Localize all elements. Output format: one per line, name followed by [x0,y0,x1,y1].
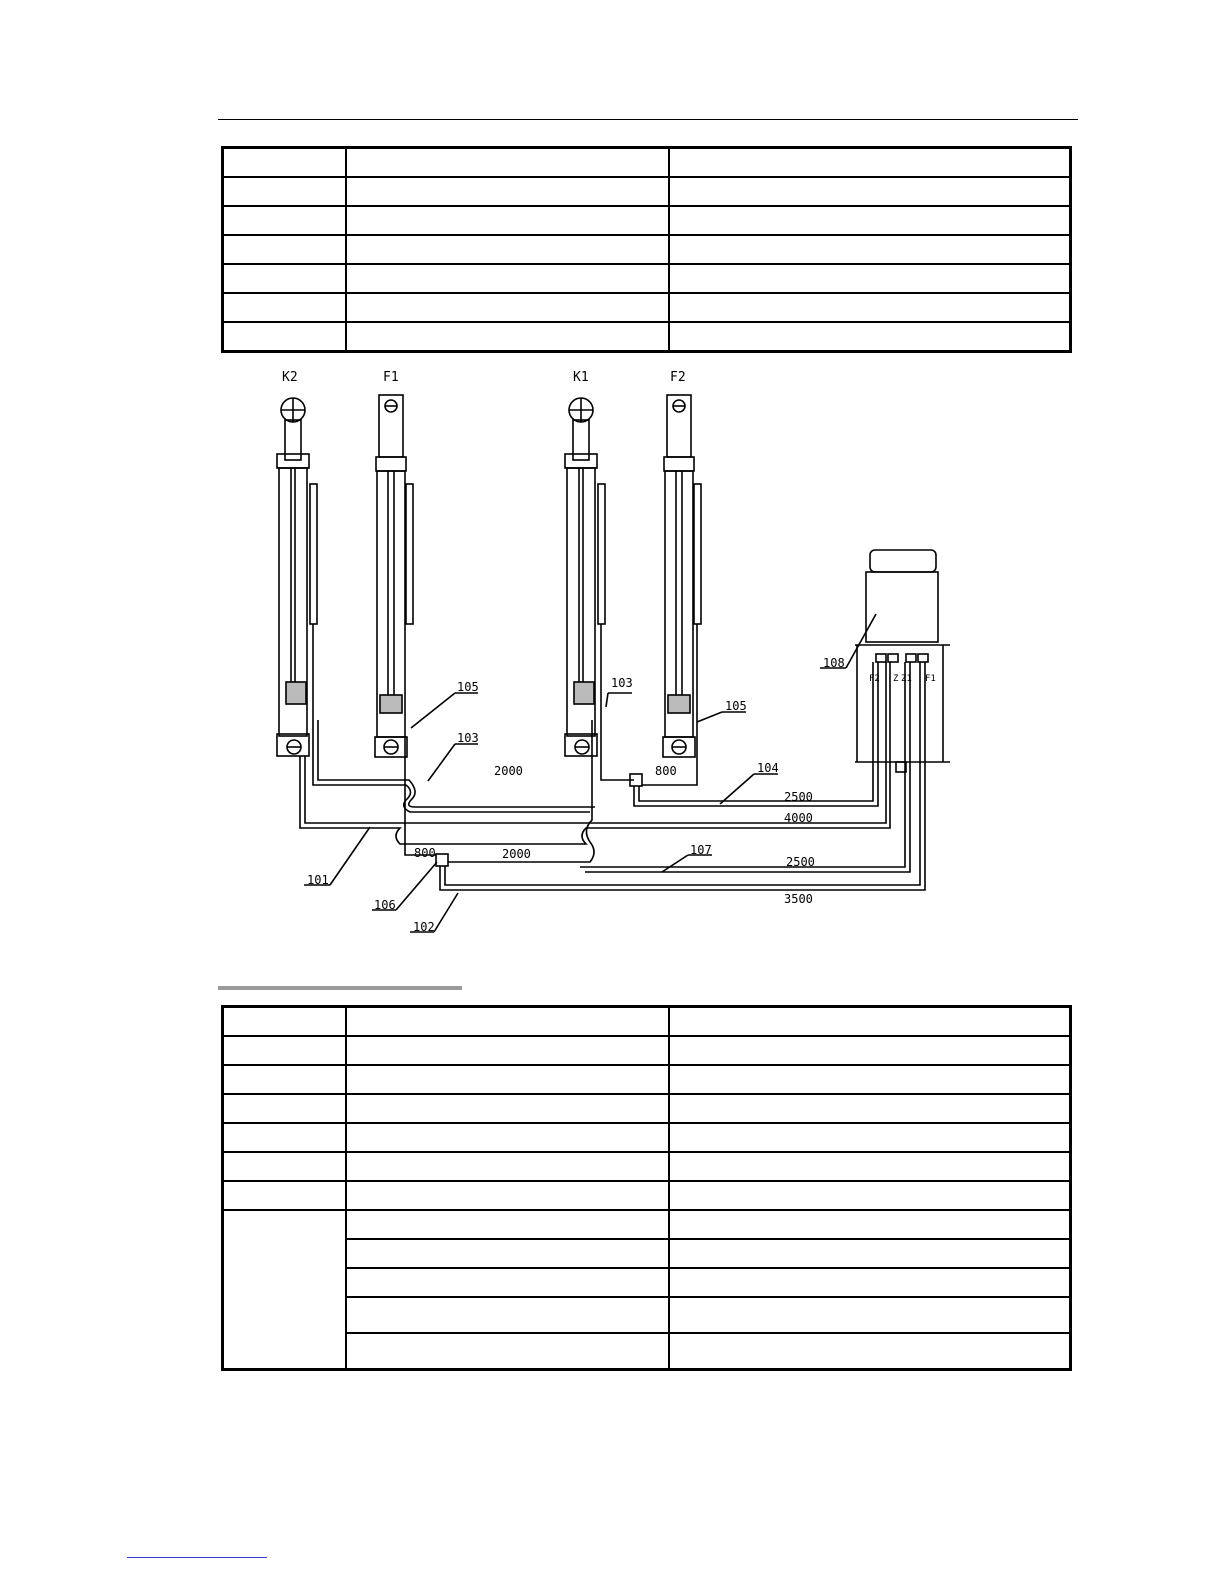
cylinder-k2 [277,398,317,756]
dimension-label: 800 [414,846,436,860]
dimension-label: 2000 [502,847,531,861]
table-row [223,1239,1071,1268]
hose-103-upper [313,720,590,812]
table-row [223,1210,1071,1239]
table-row [223,177,1071,206]
part-number: 105 [725,699,747,713]
part-number: 107 [690,843,712,857]
part-number: 103 [457,731,479,745]
table-row [223,235,1071,264]
hose-800-f2 [601,720,634,780]
table-row [223,1094,1071,1123]
part-number: 108 [823,656,845,670]
table-row [223,206,1071,235]
cylinder-f2 [663,395,701,757]
table-row [223,264,1071,293]
table-row [223,1007,1071,1037]
part-number: 101 [307,873,329,887]
cylinder-f1 [375,395,413,757]
table-row [223,1123,1071,1152]
table-row [223,1333,1071,1370]
hydraulic-diagram [0,360,1224,980]
dimension-label: 3500 [784,892,813,906]
cylinder-k1 [565,398,605,756]
dimension-label: 2500 [784,790,813,804]
dimension-label: 800 [655,764,677,778]
port-label: Z1 [901,674,912,684]
table-row [223,293,1071,322]
bottom-table [221,1005,1072,1371]
table-row [223,1152,1071,1181]
part-number: 106 [374,898,396,912]
port-label: Z [893,674,899,684]
dimension-label: 2000 [494,764,523,778]
part-number: 105 [457,680,479,694]
part-number: 102 [413,920,435,934]
pump-unit [855,550,950,772]
cylinder-label-k1: K1 [573,370,589,385]
part-number: 103 [611,676,633,690]
section-rule [218,986,462,990]
dimension-label: 4000 [784,811,813,825]
table-row [223,1036,1071,1065]
header-rule [218,119,1078,120]
port-label: F2 [869,674,880,684]
table-row [223,1268,1071,1297]
top-table [221,146,1072,353]
cylinder-label-f1: F1 [383,370,399,385]
cylinder-label-f2: F2 [670,370,686,385]
table-row [223,1065,1071,1094]
table-row [223,148,1071,178]
table-row [223,1297,1071,1333]
part-number: 104 [757,761,779,775]
table-row [223,1181,1071,1210]
dimension-label: 2500 [786,855,815,869]
port-label: F1 [925,674,936,684]
footer-link-rule [127,1557,267,1558]
cylinder-label-k2: K2 [282,370,298,385]
table-row [223,322,1071,352]
